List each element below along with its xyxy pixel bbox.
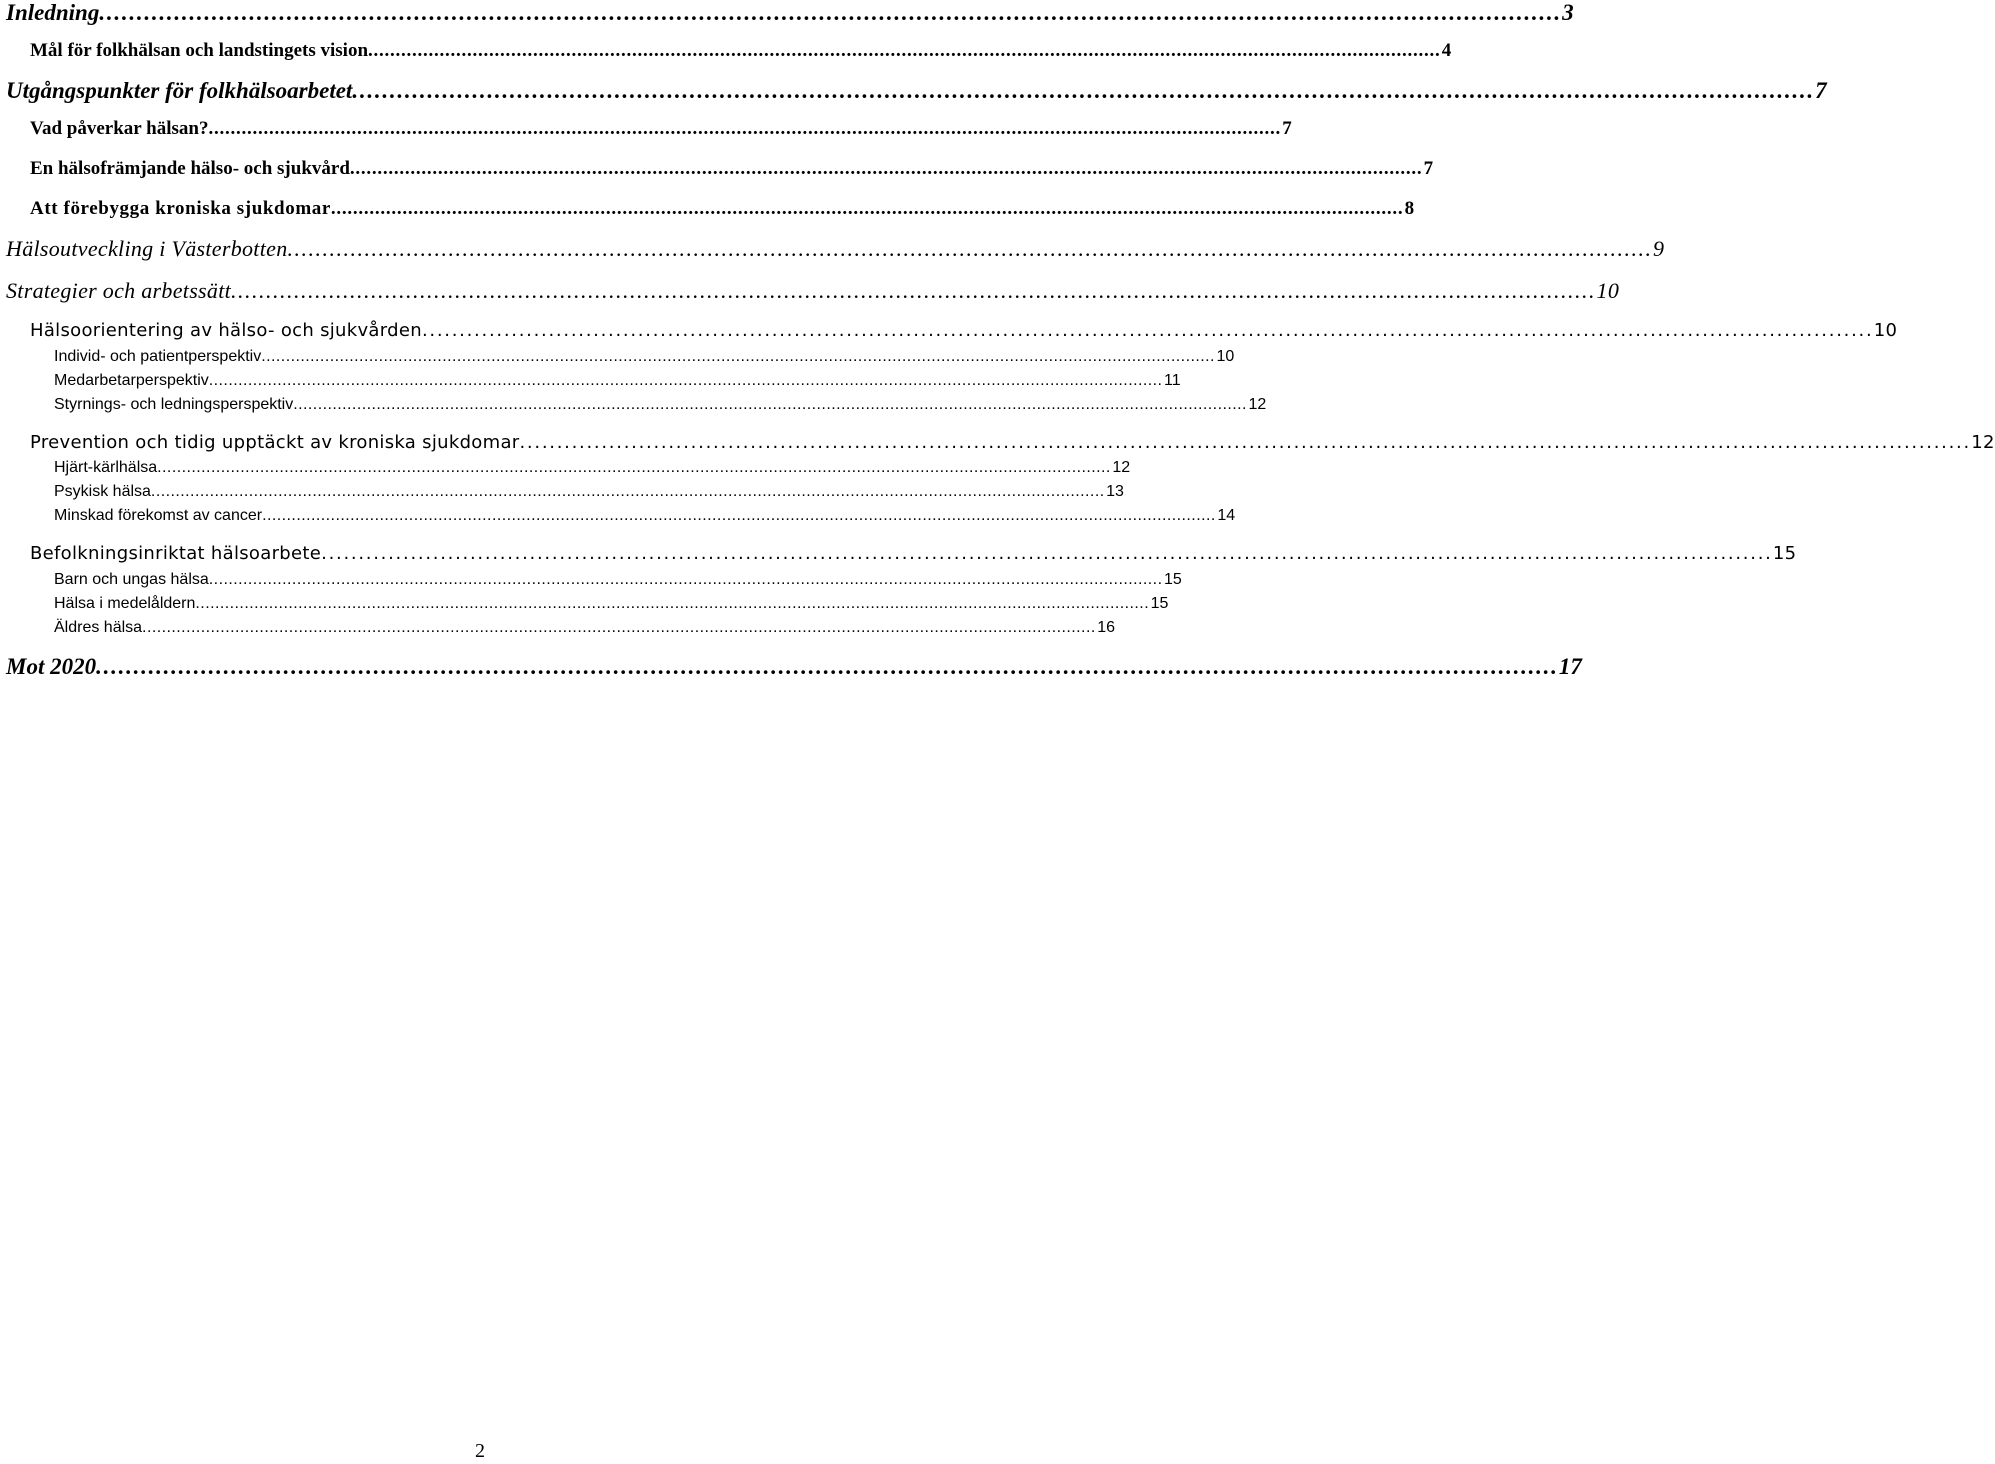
dot-leader: [231, 278, 1593, 304]
dot-leader: [208, 118, 1278, 140]
dot-leader: [352, 78, 1811, 104]
toc-entry-vad-paverkar-halsan[interactable]: [0, 118, 1292, 140]
toc-entry-page: 3: [1562, 0, 1574, 25]
toc-entry-title: Att förebygga kroniska sjukdomar: [30, 198, 331, 219]
toc-entry-title: Strategier och arbetssätt: [6, 278, 232, 303]
toc-entry-title: Hjärt-kärlhälsa: [54, 459, 158, 476]
dot-leader: [96, 654, 1555, 680]
page-number: 2: [475, 1440, 485, 1462]
toc-entry-page: 7: [1282, 118, 1292, 139]
toc-entry-page: 7: [1423, 158, 1434, 179]
toc-entry-title: Hälsoutveckling i Västerbotten: [6, 236, 288, 261]
toc-entry-individ-patient[interactable]: [0, 348, 1235, 366]
toc-entry-befolkningsinriktat[interactable]: [0, 543, 1797, 564]
toc-entry-title: Äldres hälsa: [54, 619, 143, 636]
toc-entry-page: 15: [1772, 543, 1797, 564]
toc-entry-styrnings-lednings[interactable]: [0, 396, 1267, 414]
toc-entry-page: 14: [1217, 507, 1236, 524]
toc-entry-title: En hälsofrämjande hälso- och sjukvård: [30, 158, 350, 179]
toc-entry-prevention[interactable]: [0, 432, 1995, 453]
dot-leader: [157, 459, 1108, 477]
toc-entry-page: 15: [1150, 595, 1169, 612]
toc-entry-title: Hälsoorientering av hälso- och sjukvården: [30, 320, 422, 341]
toc-entry-title: Medarbetarperspektiv: [54, 372, 209, 389]
toc-entry-page: 11: [1163, 372, 1181, 389]
toc-entry-psykisk-halsa[interactable]: [0, 483, 1124, 501]
dot-leader: [195, 595, 1146, 613]
toc-entry-medarbetar[interactable]: [0, 372, 1181, 390]
toc-entry-mot-2020[interactable]: [0, 654, 1582, 680]
toc-entry-halsoframjande-varden[interactable]: [0, 158, 1434, 180]
toc-entry-title: Individ- och patientperspektiv: [54, 348, 262, 365]
toc-entry-title: Barn och ungas hälsa: [54, 571, 209, 588]
toc-entry-title: Hälsa i medelåldern: [54, 595, 196, 612]
dot-leader: [368, 40, 1438, 62]
toc-entry-page: 12: [1248, 396, 1267, 413]
toc-entry-title: Prevention och tidig upptäckt av kroniska sjukdomar: [30, 432, 520, 453]
toc-entry-barn-unga[interactable]: [0, 571, 1182, 589]
toc-entry-medelaldern[interactable]: [0, 595, 1169, 613]
dot-leader: [262, 507, 1213, 525]
dot-leader: [142, 619, 1093, 637]
toc-entry-page: 10: [1216, 348, 1235, 365]
toc-entry-title: Psykisk hälsa: [54, 483, 151, 500]
dot-leader: [209, 571, 1160, 589]
dot-leader: [293, 396, 1244, 414]
toc-entry-halsoorientering[interactable]: [0, 320, 1898, 341]
toc-entry-page: 10: [1596, 278, 1620, 303]
dot-leader: [261, 348, 1212, 366]
toc-entry-hjart-karl[interactable]: [0, 459, 1131, 477]
toc-entry-title: Utgångspunkter för folkhälsoarbetet: [6, 78, 353, 103]
dot-leader: [321, 543, 1769, 564]
toc-entry-title: Vad påverkar hälsan?: [30, 118, 209, 139]
toc-entry-page: 12: [1112, 459, 1131, 476]
toc-entry-halsoutveckling[interactable]: [0, 236, 1665, 262]
toc-entry-page: 8: [1404, 198, 1415, 219]
toc-entry-cancer[interactable]: [0, 507, 1236, 525]
dot-leader: [422, 320, 1870, 341]
toc-entry-title: Mot 2020: [6, 654, 97, 679]
toc-entry-title: Mål för folkhälsan och landstingets vision: [30, 40, 369, 61]
toc-entry-page: 16: [1097, 619, 1116, 636]
toc-entry-utgangspunkter[interactable]: [0, 78, 1827, 104]
toc-entry-title: Inledning: [6, 0, 100, 25]
toc-entry-page: 12: [1971, 432, 1995, 453]
toc-entry-page: 7: [1815, 78, 1827, 103]
dot-leader: [99, 0, 1558, 26]
toc-entry-inledning[interactable]: [0, 0, 1574, 26]
dot-leader: [331, 198, 1401, 220]
toc-entry-aldres-halsa[interactable]: [0, 619, 1116, 637]
toc-entry-forebygga-kroniska[interactable]: [0, 198, 1415, 220]
toc-entry-page: 4: [1441, 40, 1452, 61]
toc-entry-title: Styrnings- och ledningsperspektiv: [54, 396, 294, 413]
dot-leader: [519, 432, 1967, 453]
dot-leader: [209, 372, 1160, 390]
toc-entry-strategier[interactable]: [0, 278, 1620, 304]
dot-leader: [350, 158, 1420, 180]
toc-entry-page: 9: [1653, 236, 1665, 261]
toc-entry-mal-for-folkhalsan[interactable]: [0, 40, 1452, 62]
dot-leader: [151, 483, 1102, 501]
toc-entry-page: 10: [1873, 320, 1898, 341]
dot-leader: [288, 236, 1650, 262]
toc-entry-page: 17: [1558, 654, 1582, 679]
toc-entry-page: 13: [1106, 483, 1124, 500]
toc-entry-title: Befolkningsinriktat hälsoarbete: [30, 543, 322, 564]
toc-entry-title: Minskad förekomst av cancer: [54, 507, 263, 524]
toc-entry-page: 15: [1164, 571, 1182, 588]
